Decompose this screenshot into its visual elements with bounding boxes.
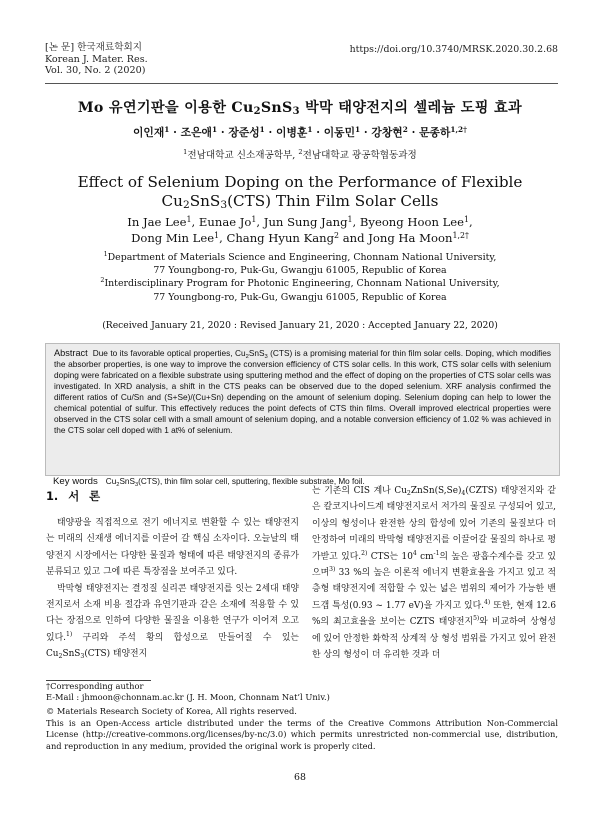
author-affiliation-mark: 1: [211, 125, 218, 134]
footnote: [46, 681, 558, 704]
author-name: 강창현: [371, 126, 403, 139]
journal-volume: Vol. 30, No. 2 (2020): [45, 65, 146, 77]
doi-link[interactable]: https://doi.org/10.3740/MRSK.2020.30.2.68: [349, 44, 558, 55]
author-affiliation-mark: 1: [214, 231, 220, 240]
author-email: E-Mail : jhmoon@chonnam.ac.kr (J. H. Moon, Chonnam Nat’l Univ.): [46, 692, 330, 703]
author-separator: ·: [264, 126, 277, 139]
author-separator: ,: [256, 215, 264, 229]
author-separator: ·: [312, 126, 324, 139]
author-name: Chang Hyun Kang: [226, 231, 335, 245]
affiliations-korean: $^1$전남대학교 신소재공학부, $^2$전남대학교 광공학협동과정: [183, 148, 417, 161]
authors-line-2: [40, 230, 560, 246]
author-affiliation-mark: 1: [259, 125, 265, 134]
author-separator: ·: [169, 126, 181, 139]
copyright-notice: © Materials Research Society of Korea, All rights reserved. This is an Open-Access article distributed under the terms of the Creative Commons Attribution Non-Commercial License (http://creative-commons.org/licenses/by-nc/3.0) which permits unrestricted non-commercial use, distribution, and reproduction in any medium, provided the original work is properly cited.: [46, 706, 558, 751]
author-name: 조은애: [180, 126, 212, 139]
author-separator: ·: [407, 126, 420, 139]
author-separator: ,: [352, 215, 360, 229]
page-number: 68: [294, 772, 306, 783]
authors-english: [40, 214, 560, 246]
author-separator: ·: [360, 126, 372, 139]
author-separator: and: [339, 231, 369, 245]
author-name: 문종하: [419, 126, 451, 139]
journal-name-kr: [논 문] 한국재료학회지: [45, 42, 142, 53]
header-divider: [45, 83, 558, 84]
abstract-text: Abstract Due to its favorable optical properties, $Cu_2SnS_3$ (CTS) is a promising material for thin film solar cells. Doping, which modifies the absorber properties, is one way to improve the conversion efficiency of CTS solar cells. In this work, CTS solar cells with selenium doping were fabricated on a flexible substrate using sputtering method and the effect of doping on the properties of CTS solar cells was investigated. In XRD analysis, a shift in the CTS peaks can be observed due to the doped selenium. XRF analysis confirmed the different ratios of Cu/Sn and (S+Se)/(Cu+Sn) depending on the amount of selenium doping. Selenium doping can help to lower the chemical potential of sulfur. This effectively reduces the point defects of CTS thin films. Overall improved electrical properties were observed in the CTS solar cell with a small amount of selenium doping, and a notable conversion efficiency of 1.02 % was achieved in the CTS solar cell doped with 1 at% of selenium.: [54, 348, 551, 436]
paragraph: 는 기존의 CIS 계나 $Cu_2ZnSn(S,Se)_4(CZTS)$ 태양전지와 같은 칼코지나이드계 태양전지로서 저가의 물질로 구성되어 있고, 이상의 형성이나 완전한 상의 합성에 있어 기존의 물질보다 더 안정하여 미래의 박막형 태양전지를 이끌어갈 물질의 하나로 평가받고 있다.$^{2)}$ CTS는 $10^4$ $cm^{-1}$의 높은 광흡수계수를 갖고 있으며$^{3)}$ 33 %의 높은 이론적 에너지 변환효율을 가지고 있고 적층형 태양전지에 적합할 수 있는 넓은 범위의 제어가 가능한 밴드갭 특성(0.93 ~ 1.77 eV)을 가지고 있다.$^{4)}$ 또한, 현재 12.6 %의 최고효율을 보이는 CZTS 태양전지$^{5)}$와 비교하여 상형성에 있어 안정한 화학적 상계적 상 형성 범위를 가지고 있어 완전한 상의 형성이 더 유리한 것과 더: [312, 486, 557, 661]
author-name: Jong Ha Moon: [368, 231, 453, 245]
body-column-left: [46, 515, 299, 663]
affiliations-english: $^1$Department of Materials Science and Engineering, Chonnam National University, 77 Youngbong-ro, Puk-Gu, Gwangju 61005, Republic of Korea $^2$Interdisciplinary Program for Photonic Engineering, Chonnam National University, 77 Youngbong-ro, Puk-Gu, Gwangju 61005, Republic of Korea: [100, 250, 500, 303]
abstract-box: [45, 343, 560, 476]
section-heading-introduction: 1. 서 론: [46, 489, 101, 503]
author-affiliation-mark: 1,2†: [452, 231, 469, 240]
received-dates: (Received January 21, 2020 : Revised January 21, 2020 : Accepted January 22, 2020): [102, 320, 498, 331]
journal-info: [45, 42, 245, 77]
author-separator: ,: [219, 231, 227, 245]
author-affiliation-mark: 1: [355, 125, 361, 134]
author-separator: ·: [217, 126, 229, 139]
authors-line-1: [40, 214, 560, 230]
author-name: Dong Min Lee: [131, 231, 215, 245]
author-affiliation-mark: 1: [464, 215, 470, 224]
author-name: In Jae Lee: [127, 215, 187, 229]
author-name: 이동민: [323, 126, 356, 139]
paragraph: 태양광을 직접적으로 전기 에너지로 변환할 수 있는 태양전지는 미래의 신재생 에너지를 이끌어 갈 핵심 소자이다. 오늘날의 태양전지 시장에서는 다양한 물질과 형태에 따른 태양전지의 종류가 분류되고 있고 그에 따른 특장점을 보여주고 있다.: [46, 518, 299, 578]
author-affiliation-mark: 2: [334, 231, 340, 240]
author-affiliation-mark: 2: [402, 125, 408, 134]
author-affiliation-mark: 1: [307, 125, 313, 134]
paragraph: 박막형 태양전지는 결정질 실리콘 태양전지를 잇는 2세대 태양전지로서 소재 비용 절감과 유연기판과 같은 소재에 적용할 수 있다는 장점으로 인하여 다양한 물질을 이용한 연구가 이어져 오고 있다.$^{1)}$ 구리와 주석 황의 합성으로 만들어질 수 있는 $Cu_2SnS_3(CTS)$ 태양전지: [46, 583, 299, 661]
author-affiliation-mark: 1: [251, 215, 257, 224]
keywords: Key words $Cu_2SnS_3(CTS)$, thin film solar cell, sputtering, flexible substrate, Mo foil.: [53, 476, 365, 488]
author-name: Eunae Jo: [198, 215, 252, 229]
body-column-right: [312, 483, 556, 663]
author-separator: ,: [469, 215, 473, 229]
author-affiliation-mark: 1: [164, 125, 170, 134]
author-affiliation-mark: 1,2†: [450, 125, 467, 134]
author-name: Byeong Hoon Lee: [359, 215, 465, 229]
author-name: 이병훈: [276, 126, 308, 139]
author-name: 이인재: [132, 126, 165, 139]
author-affiliation-mark: 1: [347, 215, 353, 224]
author-name: 장준성: [228, 126, 260, 139]
author-separator: ,: [191, 215, 199, 229]
abstract-label: Abstract: [54, 348, 88, 358]
authors-korean: [40, 125, 560, 140]
title-english: Effect of Selenium Doping on the Performance of Flexible $Cu_2SnS_3(CTS)$ Thin Film Solar Cells: [77, 173, 523, 211]
author-affiliation-mark: 1: [186, 215, 192, 224]
keywords-label: Key words: [53, 476, 98, 487]
journal-name-en: Korean J. Mater. Res.: [45, 53, 148, 65]
title-korean: Mo 유연기판을 이용한 $Cu_2SnS_3$ 박막 태양전지의 셀레늄 도핑 효과: [77, 100, 523, 117]
corresponding-author: †Corresponding author: [46, 681, 144, 691]
author-name: Jun Sung Jang: [263, 215, 348, 229]
